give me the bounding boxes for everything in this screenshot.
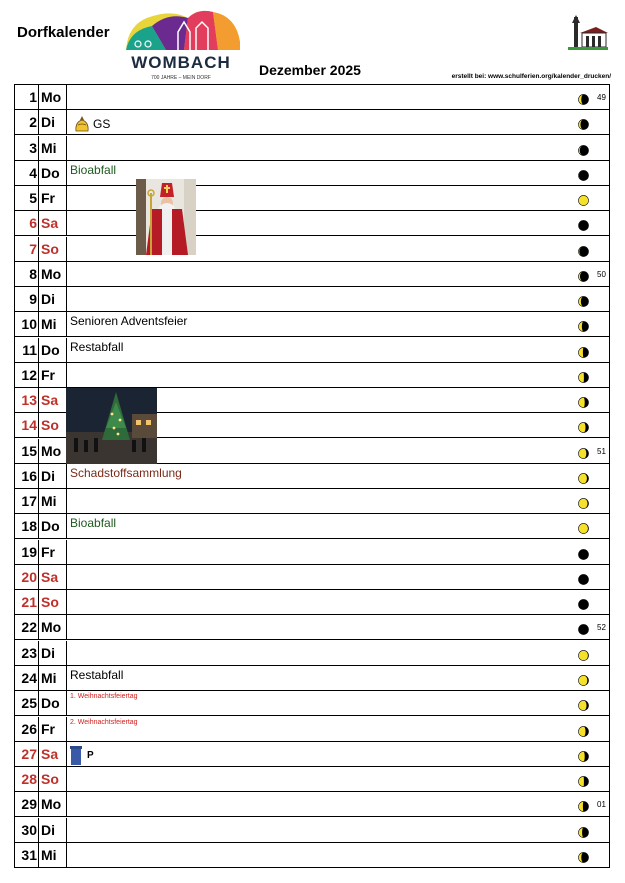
event-text: Restabfall: [70, 339, 124, 354]
day-number: 31: [21, 846, 37, 863]
weekday-label: Sa: [41, 392, 59, 409]
calendar-row: [15, 717, 609, 742]
calendar-row: [15, 464, 609, 489]
column-divider: [66, 792, 67, 816]
calendar-row: [15, 363, 609, 388]
moon-phase-icon: [578, 622, 589, 633]
moon-phase-icon: [578, 345, 589, 356]
weekday-label: Do: [41, 341, 60, 358]
day-number: 2: [29, 114, 37, 131]
moon-phase-icon: [578, 143, 589, 154]
moon-phase-icon: [578, 850, 589, 861]
calendar-row: [15, 767, 609, 792]
column-divider: [38, 464, 39, 488]
column-divider: [66, 237, 67, 261]
column-divider: [38, 287, 39, 311]
calendar-row: [15, 792, 609, 817]
weekday-label: Di: [41, 114, 55, 131]
column-divider: [38, 338, 39, 362]
calendar-row: [15, 540, 609, 565]
weekday-label: Sa: [41, 568, 59, 585]
calendar-row: [15, 186, 609, 211]
column-divider: [38, 211, 39, 235]
day-number: 17: [21, 493, 37, 510]
column-divider: [66, 464, 67, 488]
moon-phase-icon: [578, 673, 589, 684]
week-number: 49: [597, 93, 606, 102]
calendar-row: [15, 641, 609, 666]
day-number: 18: [21, 518, 37, 535]
column-divider: [66, 136, 67, 160]
moon-phase-icon: [578, 395, 589, 406]
moon-phase-icon: [578, 319, 589, 330]
day-number: 19: [21, 543, 37, 560]
column-divider: [66, 161, 67, 185]
column-divider: [66, 742, 67, 766]
calendar-row: [15, 211, 609, 236]
calendar-row: [15, 818, 609, 843]
day-number: 28: [21, 771, 37, 788]
column-divider: [66, 641, 67, 665]
day-number: 4: [29, 164, 37, 181]
column-divider: [38, 843, 39, 868]
weekday-label: Do: [41, 518, 60, 535]
school-bag-icon: [74, 115, 90, 132]
moon-phase-icon: [578, 244, 589, 255]
day-number: 11: [22, 341, 37, 358]
weekday-label: Mo: [41, 442, 62, 459]
column-divider: [66, 666, 67, 690]
calendar-row: [15, 565, 609, 590]
calendar-row: [15, 742, 609, 767]
gs-label: GS: [93, 117, 111, 131]
day-number: 27: [21, 745, 37, 762]
calendar-row: [15, 85, 609, 110]
event-text: Schadstoffsammlung: [70, 465, 182, 480]
column-divider: [66, 489, 67, 513]
column-divider: [38, 767, 39, 791]
calendar-row: [15, 615, 609, 640]
weekday-label: So: [41, 771, 59, 788]
weekday-label: Do: [41, 695, 60, 712]
day-number: 23: [21, 644, 37, 661]
column-divider: [38, 818, 39, 842]
day-number: 24: [21, 669, 37, 686]
column-divider: [38, 514, 39, 538]
logo-tagline: 700 JAHRE – MEIN DORF: [151, 75, 211, 81]
day-number: 12: [21, 366, 37, 383]
column-divider: [38, 312, 39, 336]
day-number: 1: [29, 89, 37, 105]
column-divider: [38, 565, 39, 589]
day-number: 26: [21, 720, 37, 737]
weekday-label: Sa: [41, 745, 59, 762]
calendar-row: [15, 691, 609, 716]
column-divider: [38, 615, 39, 639]
column-divider: [66, 565, 67, 589]
week-number: 52: [597, 623, 606, 633]
weekday-label: Di: [41, 821, 55, 838]
day-number: 20: [21, 568, 37, 585]
column-divider: [38, 161, 39, 185]
weekday-label: Mo: [41, 796, 62, 813]
weekday-label: Mi: [41, 316, 57, 333]
column-divider: [38, 742, 39, 766]
moon-phase-icon: [578, 269, 589, 280]
column-divider: [38, 388, 39, 412]
moon-phase-icon: [578, 168, 589, 179]
column-divider: [66, 843, 67, 868]
day-number: 22: [21, 619, 37, 636]
day-number: 13: [21, 392, 37, 409]
column-divider: [66, 186, 67, 210]
day-number: 16: [21, 467, 37, 484]
weekday-label: Fr: [41, 366, 55, 383]
column-divider: [38, 237, 39, 261]
calendar-row: [15, 262, 609, 287]
column-divider: [38, 641, 39, 665]
weekday-label: Fr: [41, 190, 55, 207]
calendar-row: [15, 237, 609, 262]
day-number: 8: [29, 265, 37, 282]
calendar-row: [15, 666, 609, 691]
column-divider: [66, 818, 67, 842]
logo-graphic: [118, 2, 244, 54]
weekday-label: So: [41, 417, 59, 434]
calendar-row: [15, 312, 609, 337]
column-divider: [38, 110, 39, 134]
calendar-row: [15, 489, 609, 514]
credit-line: erstellt bei: www.schulferien.org/kalender_drucken/: [451, 73, 611, 80]
calendar-row: [15, 514, 609, 539]
moon-phase-icon: [578, 724, 589, 735]
column-divider: [38, 691, 39, 715]
event-text: 2. Weihnachtsfeiertag: [70, 718, 138, 726]
day-number: 21: [21, 594, 37, 611]
day-number: 25: [21, 695, 37, 712]
moon-phase-icon: [578, 799, 589, 810]
day-number: 15: [21, 442, 37, 459]
calendar-row: [15, 287, 609, 312]
column-divider: [66, 540, 67, 564]
column-divider: [66, 717, 67, 741]
column-divider: [38, 540, 39, 564]
column-divider: [38, 85, 39, 109]
moon-phase-icon: [578, 496, 589, 507]
moon-phase-icon: [578, 572, 589, 583]
moon-phase-icon: [578, 218, 589, 229]
day-number: 10: [21, 316, 37, 333]
moon-phase-icon: [578, 92, 589, 103]
moon-phase-icon: [578, 547, 589, 558]
weekday-label: Mi: [41, 493, 57, 510]
calendar-row: [15, 161, 609, 186]
weekday-label: Fr: [41, 543, 55, 560]
column-divider: [38, 439, 39, 463]
weekday-label: Di: [41, 467, 55, 484]
column-divider: [38, 590, 39, 614]
column-divider: [38, 792, 39, 816]
column-divider: [66, 338, 67, 362]
day-number: 14: [21, 417, 37, 434]
weekday-label: Mo: [41, 265, 62, 282]
event-text: Restabfall: [70, 667, 124, 682]
weekday-label: Di: [41, 291, 55, 308]
column-divider: [66, 287, 67, 311]
day-number: 30: [21, 821, 37, 838]
moon-phase-icon: [578, 698, 589, 709]
column-divider: [66, 363, 67, 387]
column-divider: [66, 514, 67, 538]
day-number: 5: [29, 190, 37, 207]
moon-phase-icon: [578, 294, 589, 305]
moon-phase-icon: [578, 370, 589, 381]
weekday-label: So: [41, 594, 59, 611]
weekday-label: Mi: [41, 139, 57, 156]
calendar-row: [15, 590, 609, 615]
column-divider: [38, 717, 39, 741]
column-divider: [66, 262, 67, 286]
calendar-row: [15, 338, 609, 363]
weekday-label: Do: [41, 164, 60, 181]
saint-nicholas-image: [136, 179, 196, 255]
day-number: 7: [29, 240, 37, 257]
event-text: Bioabfall: [70, 162, 117, 177]
column-divider: [66, 211, 67, 235]
column-divider: [38, 489, 39, 513]
weekday-label: Mi: [41, 846, 57, 863]
moon-phase-icon: [578, 825, 589, 836]
day-number: 3: [29, 139, 37, 156]
day-number: 9: [29, 291, 37, 308]
day-number: 29: [21, 796, 37, 813]
trash-bin-icon: [70, 746, 82, 765]
moon-phase-icon: [578, 117, 589, 128]
week-number: 01: [597, 800, 606, 810]
column-divider: [66, 767, 67, 791]
moon-phase-icon: [578, 648, 589, 659]
week-number: 51: [597, 446, 606, 456]
week-number: 50: [597, 269, 606, 279]
calendar-title: Dorfkalender: [17, 24, 110, 41]
column-divider: [66, 110, 67, 134]
event-text: Senioren Adventsfeier: [70, 314, 188, 329]
moon-phase-icon: [578, 749, 589, 760]
church-icon: [566, 13, 610, 57]
column-divider: [66, 590, 67, 614]
calendar-row: [15, 843, 609, 868]
moon-phase-icon: [578, 193, 589, 204]
column-divider: [38, 136, 39, 160]
column-divider: [66, 85, 67, 109]
calendar-table: [14, 84, 610, 868]
logo-wordmark: WOMBACH: [131, 53, 231, 72]
weekday-label: Fr: [41, 720, 55, 737]
weekday-label: Mo: [41, 619, 62, 636]
wombach-logo: [118, 2, 244, 84]
weekday-label: Mo: [41, 89, 62, 105]
moon-phase-icon: [578, 774, 589, 785]
event-text: 1. Weihnachtsfeiertag: [70, 693, 138, 701]
moon-phase-icon: [578, 420, 589, 431]
weekday-label: So: [41, 240, 59, 257]
weekday-label: Mi: [41, 669, 57, 686]
moon-phase-icon: [578, 446, 589, 457]
month-title: Dezember 2025: [259, 62, 361, 78]
column-divider: [66, 615, 67, 639]
moon-phase-icon: [578, 597, 589, 608]
column-divider: [38, 186, 39, 210]
paper-label: P: [87, 750, 94, 761]
column-divider: [38, 363, 39, 387]
moon-phase-icon: [578, 471, 589, 482]
day-number: 6: [29, 215, 37, 232]
christmas-market-image: [66, 388, 157, 464]
column-divider: [38, 666, 39, 690]
calendar-row: [15, 136, 609, 161]
column-divider: [38, 413, 39, 437]
column-divider: [38, 262, 39, 286]
moon-phase-icon: [578, 521, 589, 532]
weekday-label: Di: [41, 644, 55, 661]
column-divider: [66, 312, 67, 336]
column-divider: [66, 691, 67, 715]
event-text: Bioabfall: [70, 516, 117, 531]
weekday-label: Sa: [41, 215, 59, 232]
